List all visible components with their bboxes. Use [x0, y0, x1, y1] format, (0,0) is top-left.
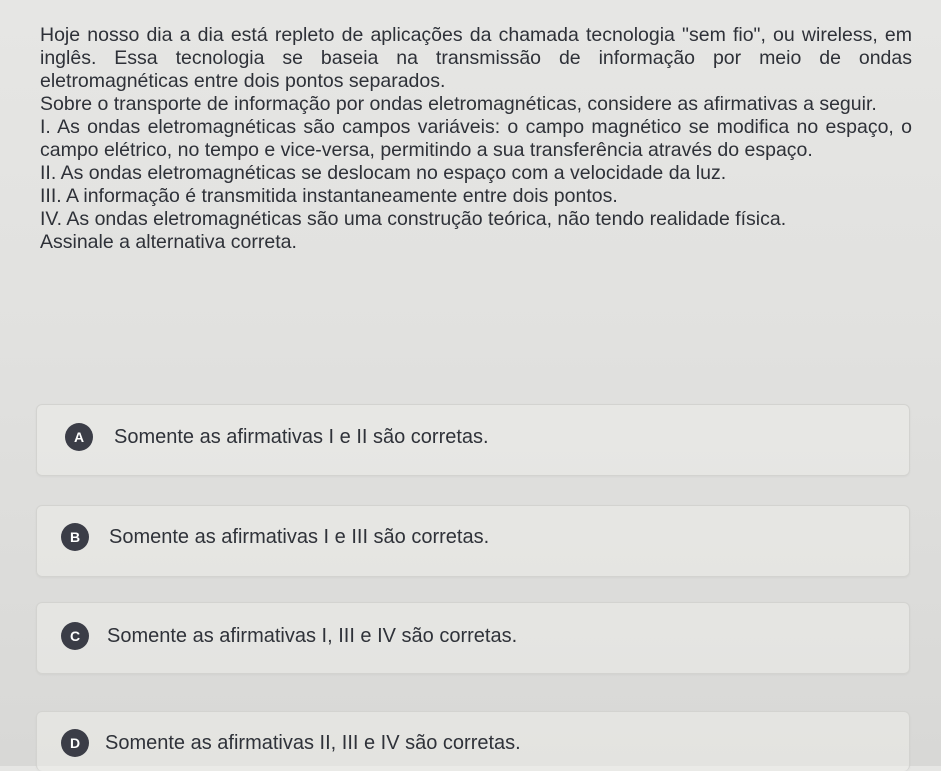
option-b[interactable]	[36, 505, 910, 577]
question-prompt: Assinale a alternativa correta.	[40, 231, 297, 253]
option-c-text: Somente as afirmativas I, III e IV são corretas.	[107, 625, 518, 647]
option-d-text: Somente as afirmativas II, III e IV são corretas.	[105, 732, 521, 754]
statement-3: III. A informação é transmitida instantaneamente entre dois pontos.	[40, 185, 618, 207]
statement-1: I. As ondas eletromagnéticas são campos variáveis: o campo magnético se modifica no espaço, o campo elétrico, no tempo e vice-versa, permitindo a sua transferência através do espaço.	[40, 116, 912, 161]
option-b-letter: B	[61, 523, 89, 551]
question-context: Sobre o transporte de informação por ondas eletromagnéticas, considere as afirmativas a seguir.	[40, 93, 877, 115]
option-a-letter: A	[65, 423, 93, 451]
option-a-text: Somente as afirmativas I e II são corretas.	[114, 426, 489, 448]
option-d[interactable]	[36, 711, 910, 771]
question-text	[40, 24, 912, 254]
option-c-letter: C	[61, 622, 89, 650]
statement-4: IV. As ondas eletromagnéticas são uma construção teórica, não tendo realidade física.	[40, 208, 787, 230]
option-b-text: Somente as afirmativas I e III são corretas.	[109, 526, 490, 548]
question-intro: Hoje nosso dia a dia está repleto de aplicações da chamada tecnologia "sem fio", ou wireless, em inglês. Essa tecnologia se baseia na transmissão de informação por meio de ondas eletromagnéticas entre dois pontos separados.	[40, 24, 912, 92]
option-c[interactable]	[36, 602, 910, 674]
statement-2: II. As ondas eletromagnéticas se deslocam no espaço com a velocidade da luz.	[40, 162, 727, 184]
option-d-letter: D	[61, 729, 89, 757]
option-a[interactable]	[36, 404, 910, 476]
